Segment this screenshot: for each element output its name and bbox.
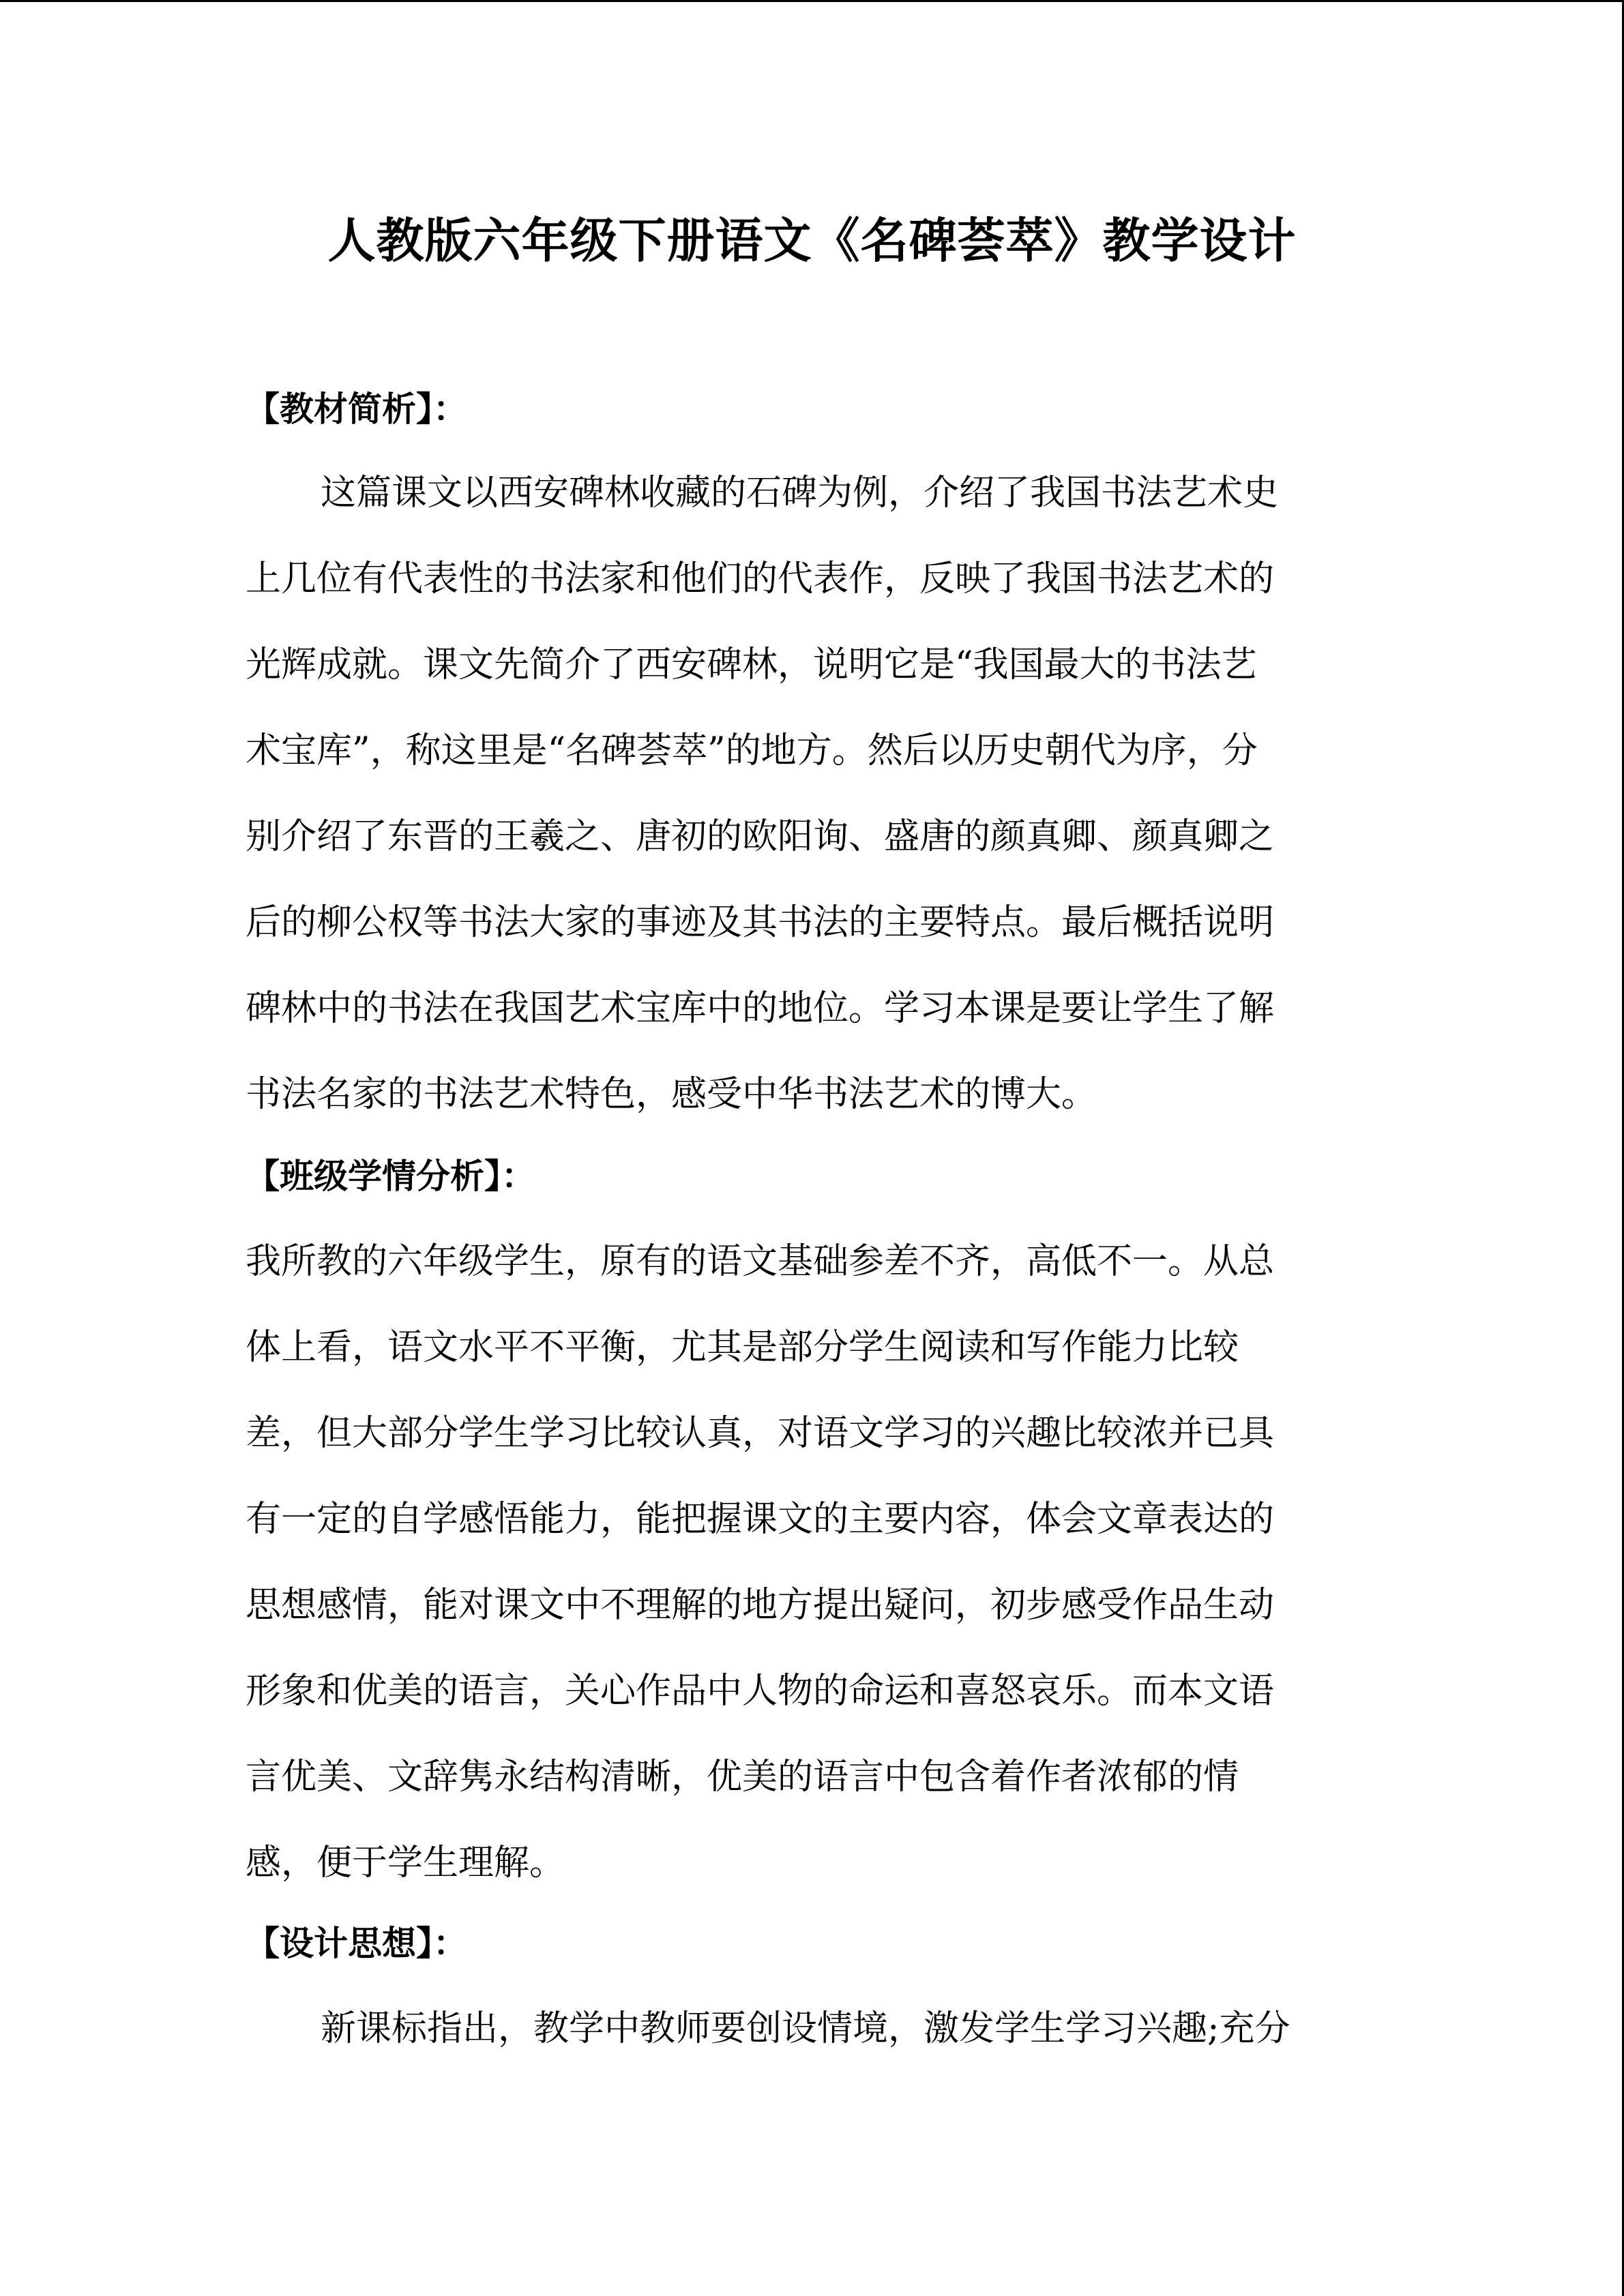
paragraph-line: 碑林中的书法在我国艺术宝库中的地位。学习本课是要让学生了解: [246, 988, 1275, 1029]
paragraph-line: 形象和优美的语言，关心作品中人物的命运和喜怒哀乐。而本文语: [246, 1671, 1275, 1712]
paragraph-line: 体上看，语文水平不平衡，尤其是部分学生阅读和写作能力比较: [246, 1327, 1239, 1368]
section-heading-class-analysis: 【班级学情分析】：: [246, 1156, 535, 1196]
paragraph-line: 有一定的自学感悟能力，能把握课文的主要内容，体会文章表达的: [246, 1499, 1275, 1540]
section-heading-design-thinking: 【设计思想】：: [246, 1923, 467, 1963]
paragraph-line: 我所教的六年级学生，原有的语文基础参差不齐，高低不一。从总: [246, 1241, 1275, 1282]
paragraph-line: 这篇课文以西安碑林收藏的石碑为例，介绍了我国书法艺术史: [321, 473, 1279, 513]
paragraph-line: 差，但大部分学生学习比较认真，对语文学习的兴趣比较浓并已具: [246, 1413, 1275, 1454]
document-title: 人教版六年级下册语文《名碑荟萃》教学设计: [327, 212, 1297, 269]
paragraph-line: 思想感情，能对课文中不理解的地方提出疑问，初步感受作品生动: [246, 1585, 1275, 1626]
section-heading-textbook-analysis: 【教材简析】：: [246, 389, 467, 429]
paragraph-line: 别介绍了东晋的王羲之、唐初的欧阳询、盛唐的颜真卿、颜真卿之: [246, 816, 1275, 857]
paragraph-line: 光辉成就。课文先简介了西安碑林，说明它是“我国最大的书法艺: [246, 644, 1257, 685]
paragraph-line: 上几位有代表性的书法家和他们的代表作，反映了我国书法艺术的: [246, 558, 1275, 599]
paragraph-line: 言优美、文辞隽永结构清晰，优美的语言中包含着作者浓郁的情: [246, 1757, 1239, 1798]
paragraph-line: 感，便于学生理解。: [246, 1843, 565, 1883]
paragraph-line: 术宝库”，称这里是“名碑荟萃”的地方。然后以历史朝代为序，分: [246, 730, 1258, 771]
top-border-line: [0, 0, 1624, 2]
paragraph-line: 书法名家的书法艺术特色，感受中华书法艺术的博大。: [246, 1074, 1097, 1115]
paragraph-line: 后的柳公权等书法大家的事迹及其书法的主要特点。最后概括说明: [246, 902, 1275, 943]
paragraph-line: 新课标指出，教学中教师要创设情境，激发学生学习兴趣;充分: [321, 2008, 1290, 2049]
